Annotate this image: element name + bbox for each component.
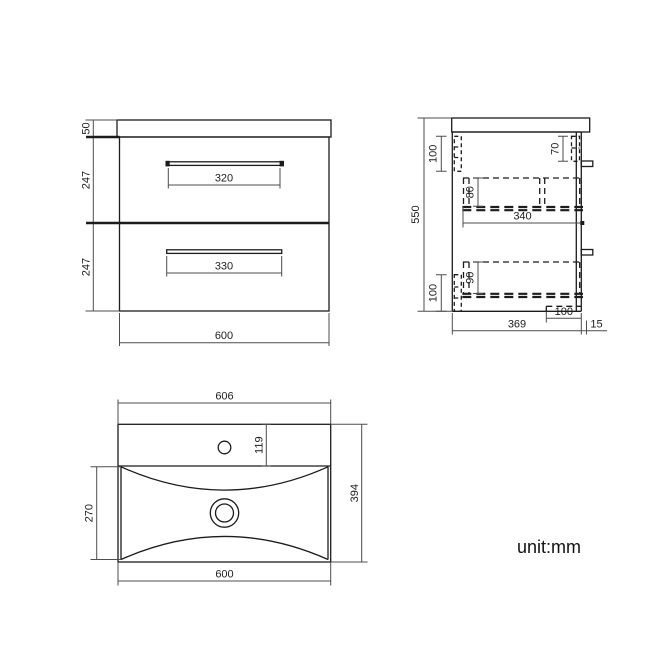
- side-dim-label-drawer-top-inner: 80: [464, 186, 477, 199]
- side-drawer-bottom-bottom-panel: [462, 294, 583, 297]
- tap-hole: [218, 441, 231, 454]
- side-view: [410, 118, 607, 335]
- side-dim-label-wall-gap: 15: [590, 318, 603, 331]
- side-dim-label-bottom-bracket: 100: [427, 283, 440, 303]
- basin-dim-label-deck-depth: 119: [253, 436, 266, 454]
- basin-outer-rim: [118, 424, 331, 562]
- drain-outer: [210, 499, 238, 527]
- basin-dim-606: [118, 400, 331, 425]
- basin-bowl: [121, 467, 328, 560]
- basin-dim-label-bowl-depth: 270: [83, 504, 96, 523]
- side-dim-label-drawer-depth: 340: [513, 210, 532, 223]
- front-dim-label-countertop-height: 50: [80, 122, 93, 135]
- side-wall-bracket-top: [581, 161, 593, 167]
- side-dim-label-top-bracket: 100: [427, 144, 440, 163]
- side-dim-label-recess: 100: [554, 306, 573, 318]
- front-dim-label-width: 600: [214, 330, 234, 342]
- front-dim-label-handle-bottom: 330: [214, 260, 234, 273]
- side-wall-bracket-bottom: [581, 250, 593, 256]
- side-dim-label-depth: 369: [507, 318, 527, 331]
- drain-inner: [216, 504, 234, 522]
- side-dim-label-drawer-bottom-inner: 90: [464, 271, 477, 284]
- side-dim-label-height: 550: [409, 205, 422, 224]
- front-handle-top-cap-right: [280, 161, 284, 167]
- side-front-bottom-bracket: [454, 275, 461, 312]
- side-drawer-bottom-box: [463, 262, 580, 293]
- basin-dim-label-outer-width: 606: [215, 390, 234, 403]
- basin-view: [83, 391, 367, 586]
- front-handle-bottom: [167, 250, 282, 254]
- side-back-top-bracket: [572, 136, 580, 161]
- front-handle-top: [167, 162, 284, 166]
- basin-dim-label-depth: 394: [348, 484, 361, 503]
- side-dim-369-and-15: [452, 313, 607, 335]
- front-dim-label-drawer-bottom-height: 247: [80, 257, 93, 277]
- side-drawer-top-box: [463, 178, 580, 206]
- front-view: [80, 120, 331, 346]
- side-dim-340-end-tick: [580, 221, 584, 225]
- unit-note: unit:mm: [517, 537, 582, 557]
- front-countertop: [117, 120, 331, 137]
- side-dim-label-back-bracket: 70: [549, 142, 562, 155]
- basin-dim-label-inner-width: 600: [215, 568, 234, 581]
- side-countertop: [452, 118, 590, 132]
- side-front-top-bracket: [454, 136, 461, 171]
- front-dim-label-drawer-top-height: 247: [80, 170, 93, 190]
- front-handle-top-cap-left: [166, 161, 170, 167]
- front-dim-label-handle-top: 320: [214, 172, 234, 185]
